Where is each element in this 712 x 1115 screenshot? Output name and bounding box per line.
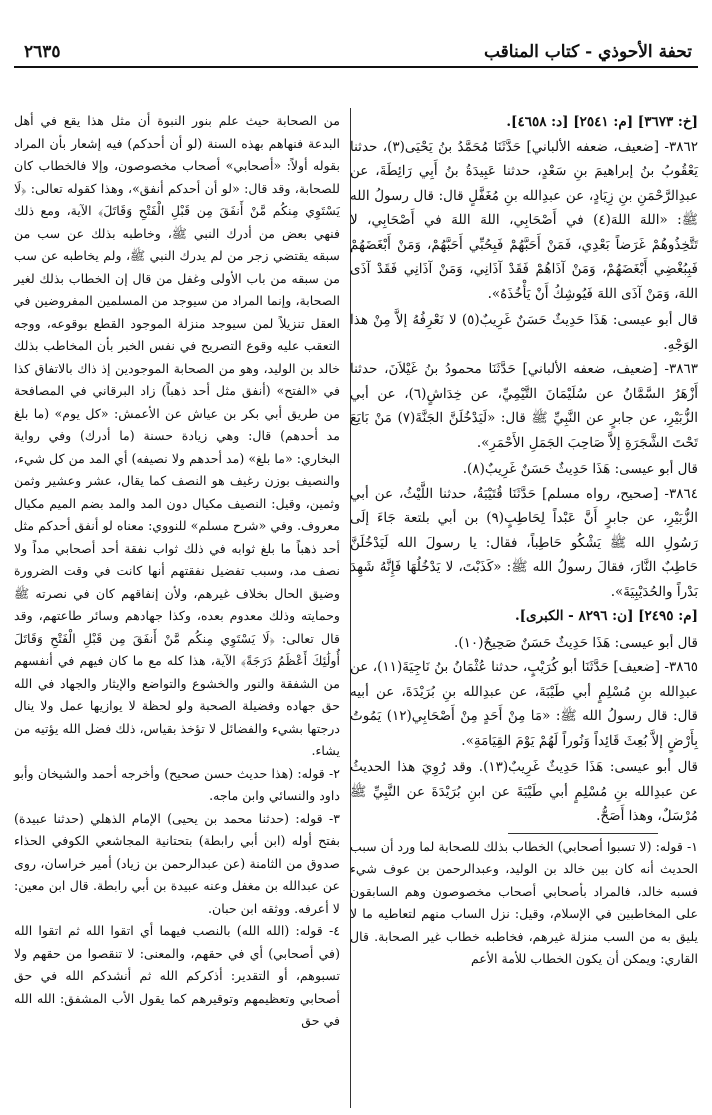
tirmidhi-grade: قال أبو عيسى: هَذَا حَدِيثٌ حَسَنٌ صَحِيحٌ(١٠). [454, 634, 698, 651]
footnote-4: ٤- قوله: (الله الله) بالنصب فيهما أي اتقوا الله ثم اتقوا الله (في أصحابي) أي في حقهم، والمعنى: لا تنقصوا من حقهم ولا تسبوهم، أو التقدير: أذكركم الله ثم أنشدكم الله في حق أصحابي وتعظيمهم وتوقيرهم كما يقول الأب المشفق: الله الله في حق [14, 923, 340, 1028]
main-text-column [350, 110, 698, 971]
footnote-1: ١- قوله: (لا تسبوا أصحابي) الخطاب بذلك للصحابة لما ورد أن سبب الحديث أنه كان بين خالد بن الوليد، وعبدالرحمن بن عوف شيء فسبه خالد، فالمراد بأصحابي أصحاب مخصوصون وهم السابقون على المخاطبين في الإسلام، وقيل: نزل الساب منهم لتعاطيه ما لا يليق به من السب منزلة غيرهم، فخاطبه خطاب غير الصحابة. قال القاري: ويمكن أن يكون الخطاب للأمة الأعم [350, 838, 698, 966]
reference-line: [م: ٢٤٩٥] [ن: ٨٢٩٦ - الكبرى]. [514, 608, 698, 624]
commentary-column [14, 110, 340, 1033]
tirmidhi-grade: قال أبو عيسى: هَذَا حَدِيثٌ حَسَنٌ غَرِيبٌ(٨). [462, 461, 698, 477]
footnote-2: ٢- قوله: (هذا حديث حسن صحيح) وأخرجه أحمد والشيخان وأبو داود والنسائي وابن ماجه. [14, 765, 340, 803]
hadith-3863: ٣٨٦٣- [ضعيف، ضعفه الألباني] حَدَّثَنَا محمودُ بنُ غَيْلاَنَ، حدثنا أَزْهَرُ السَّمَّانُ عن سُلَيْمَانَ التَّيْمِيِّ، عن خِدَاشٍ(٦)، عن أبي الزُّبَيْرِ، عن جابرٍ عن النَّبِيِّ ﷺ قال: «لَيَدْخُلَنَّ الجَنَّةَ(٧) مَنْ بَايَعَ تَحْتَ الشَّجَرَةِ إلاَّ صَاحِبَ الجَمَلِ الأَحْمَرِ». [350, 361, 699, 451]
tirmidhi-grade: قال أبو عيسى: هَذَا حَدِيثٌ غَرِيبٌ(١٣). وقد رُوِيَ هذا الحديثُ عن عبدِالله بنِ مُسْلِمٍ أبي طَيْبَةَ عن ابنِ بُرَيْدَةَ عن النَّبِيِّ ﷺ مُرْسَلٌ، وهذا أَصَحُّ. [350, 759, 698, 824]
hadith-3862: ٣٨٦٢- [ضعيف، ضعفه الألباني] حَدَّثَنَا مُحَمَّدُ بنُ يَحْيَى(٣)، حدثنا يَعْقُوبُ بنُ إبراهيمَ بنِ سَعْدٍ، حدثنا عَبِيدَةُ بنُ أَبِي رَائِطَةَ، عن عبدِالرَّحْمَنِ بنِ زِيَادٍ، عن عبدِالله بنِ مُغَفَّلٍ قال: قال رسولُ الله ﷺ: «اللهَ اللهَ(٤) في أَصْحَابِي، اللهَ اللهَ في أَصْحَابِي، لا تَتَّخِذُوهُمْ غَرَضاً بَعْدِي، فَمَنْ أَحَبَّهُمْ فَبِحُبِّي أَحَبَّهُمْ، وَمَنْ أَبْغَضَهُمْ فَبِبُغْضِي أَبْغَضَهُمْ، وَمَنْ آذَاهُمْ فَقَدْ آذَانِي، وَمَنْ آذَانِي فَقَدْ آذَى اللهَ، وَمَنْ آذَى اللهَ فَيُوشِكُ أَنْ يَأْخُذَهُ». [350, 138, 699, 302]
reference-line: [خ: ٣٦٧٣] [م: ٢٥٤١] [د: ٤٦٥٨]. [506, 114, 698, 130]
running-header [14, 36, 698, 68]
commentary-continuation: من الصحابة حيث علم بنور النبوة أن مثل هذا يقع في أهل البدعة فنهاهم بهذه السنة (لو أن أحدكم) فيه إشعار بأن المراد بقوله أولاً: «أصحابي» أصحاب مخصوصون، وإلا فالخطاب كان للصحابة، وقد قال: «لو أن أحدكم أنفق»، وهذا كقوله تعالى: ﴿لَا يَسْتَوِي مِنكُم مَّنْ أَنفَقَ مِن قَبْلِ الْفَتْحِ وَقَاتَلَ﴾ الآية، ومع ذلك فنهي بعض من أدرك النبي ﷺ، وخاطبه بذلك عن سب من سبقه يقتضي زجر من لم يدرك النبي ﷺ، ولم يخاطبه عن سب من سبقه من باب الأولى وغفل من قال إن الخطاب بذلك لغير الصحابة، وإنما المراد من سيوجد من المسلمين المفروضين في العقل تنزيلاً لمن سيوجد منزلة الموجود القطع بوقوعه، ووجه التعقب عليه وقوع التصريح في نفس الخبر بأن المخاطب بذلك خالد بن الوليد، وهو من الصحابة الموجودين إذ ذاك بالاتفاق كذا في «الفتح» (أنفق مثل أحد ذهباً) زاد البرقاني في المصافحة من طريق أبي بكر بن عياش عن الأعمش: «كل يوم» (ما بلغ مد أحدهم) قال: وهي زيادة حسنة (ما أدرك) وفي رواية البخاري: «ما بلغ» (مد أحدهم ولا نصيفه) أي المد من كل شيء، والنصيف بوزن رغيف هو النصف كما يقال، عشر وعشير وثمن وثمين، وقيل: النصيف مكيال دون المد والمد بضم الميم مكيال معروف. وفي «شرح مسلم» للنووي: معناه لو أنفق أحدكم مثل أحد ذهباً ما بلغ ثوابه في ذلك ثواب نفقة أحد أصحابي مداً ولا نصف مد، وسبب تفضيل نفقتهم أنها كانت في وقت الضرورة وضيق الحال بخلاف غيرهم، ولأن إنفاقهم كان في نصرته ﷺ وحمايته وذلك معدوم بعده، وكذا جهادهم وسائر طاعتهم، وقد قال تعالى: ﴿لَا يَسْتَوِي مِنكُم مَّنْ أَنفَقَ مِن قَبْلِ الْفَتْحِ وَقَاتَلَ أُولَٰئِكَ أَعْظَمُ دَرَجَةً﴾ الآية، هذا كله مع ما كان فيهم في أنفسهم من الشفقة والنور والخشوع والتواضع والإيثار والجهاد في الله حق جهاده وفضيلة الصحبة ولو لحظة لا يوازيها عمل ولا ينال درجتها بشيء والفضائل لا تؤخذ بقياس، ذلك فضل الله يؤتيه من يشاء. [14, 113, 340, 758]
tirmidhi-grade: قال أبو عيسى: هَذَا حَدِيثٌ حَسَنٌ غَرِيبٌ(٥) لا نَعْرِفُهُ إلاَّ مِنْ هذا الوَجْهِ. [350, 312, 698, 353]
page-number: ٢٦٣٥ [24, 42, 61, 62]
footnote-separator [508, 833, 658, 834]
footnote-3: ٣- قوله: (حدثنا محمد بن يحيى) الإمام الذهلي (حدثنا عبيدة) بفتح أوله (ابن أبي رابطة) بتحتانية المجاشعي الكوفي الحذاء صدوق من الثامنة (عن عبدالرحمن بن زياد) أمير خراسان، روى عن عبدالله بن مغفل وعنه عبيدة بن أبي رابطة. قال ابن معين: لا أعرفه. ووثقه ابن حبان. [14, 810, 340, 916]
running-title: تحفة الأحوذي - كتاب المناقب [483, 42, 692, 62]
hadith-3864: ٣٨٦٤- [صحيح، رواه مسلم] حَدَّثَنَا قُتَيْبَةُ، حدثنا اللَّيْثُ، عن أبي الزُّبَيْرِ، عن جابرٍ أَنَّ عَبْداً لِحَاطِبٍ(٩) بن أبي بلتعة جَاءَ إلَى رَسُولِ الله ﷺ يَشْكُو حَاطِباً، فقال: يا رسولَ الله لَيَدْخُلَنَّ حَاطِبٌ النَّارَ، فقالَ رسولُ الله ﷺ: «كَذَبْتَ، لا يَدْخُلُهَا فَإِنَّهُ شَهِدَ بَدْراً والحُدَيْبِيَةَ». [350, 485, 698, 600]
hadith-3865: ٣٨٦٥- [ضعيف] حَدَّثَنَا أبو كُرَيْبٍ، حدثنا عُثْمَانُ بنُ نَاجِيَةَ(١١)، عن عبدِالله بنِ مُسْلِمٍ أبي طَيْبَةَ، عن عبدِالله بنِ بُرَيْدَةَ، عن أبيه قال: قال رسولُ الله ﷺ: «مَا مِنْ أَحَدٍ مِنْ أَصْحَابِي(١٢) يَمُوتُ بِأَرْضٍ إلاَّ بُعِثَ قَائِداً وَنُوراً لَهُمْ يَوْمَ القِيَامَةِ». [350, 659, 699, 749]
